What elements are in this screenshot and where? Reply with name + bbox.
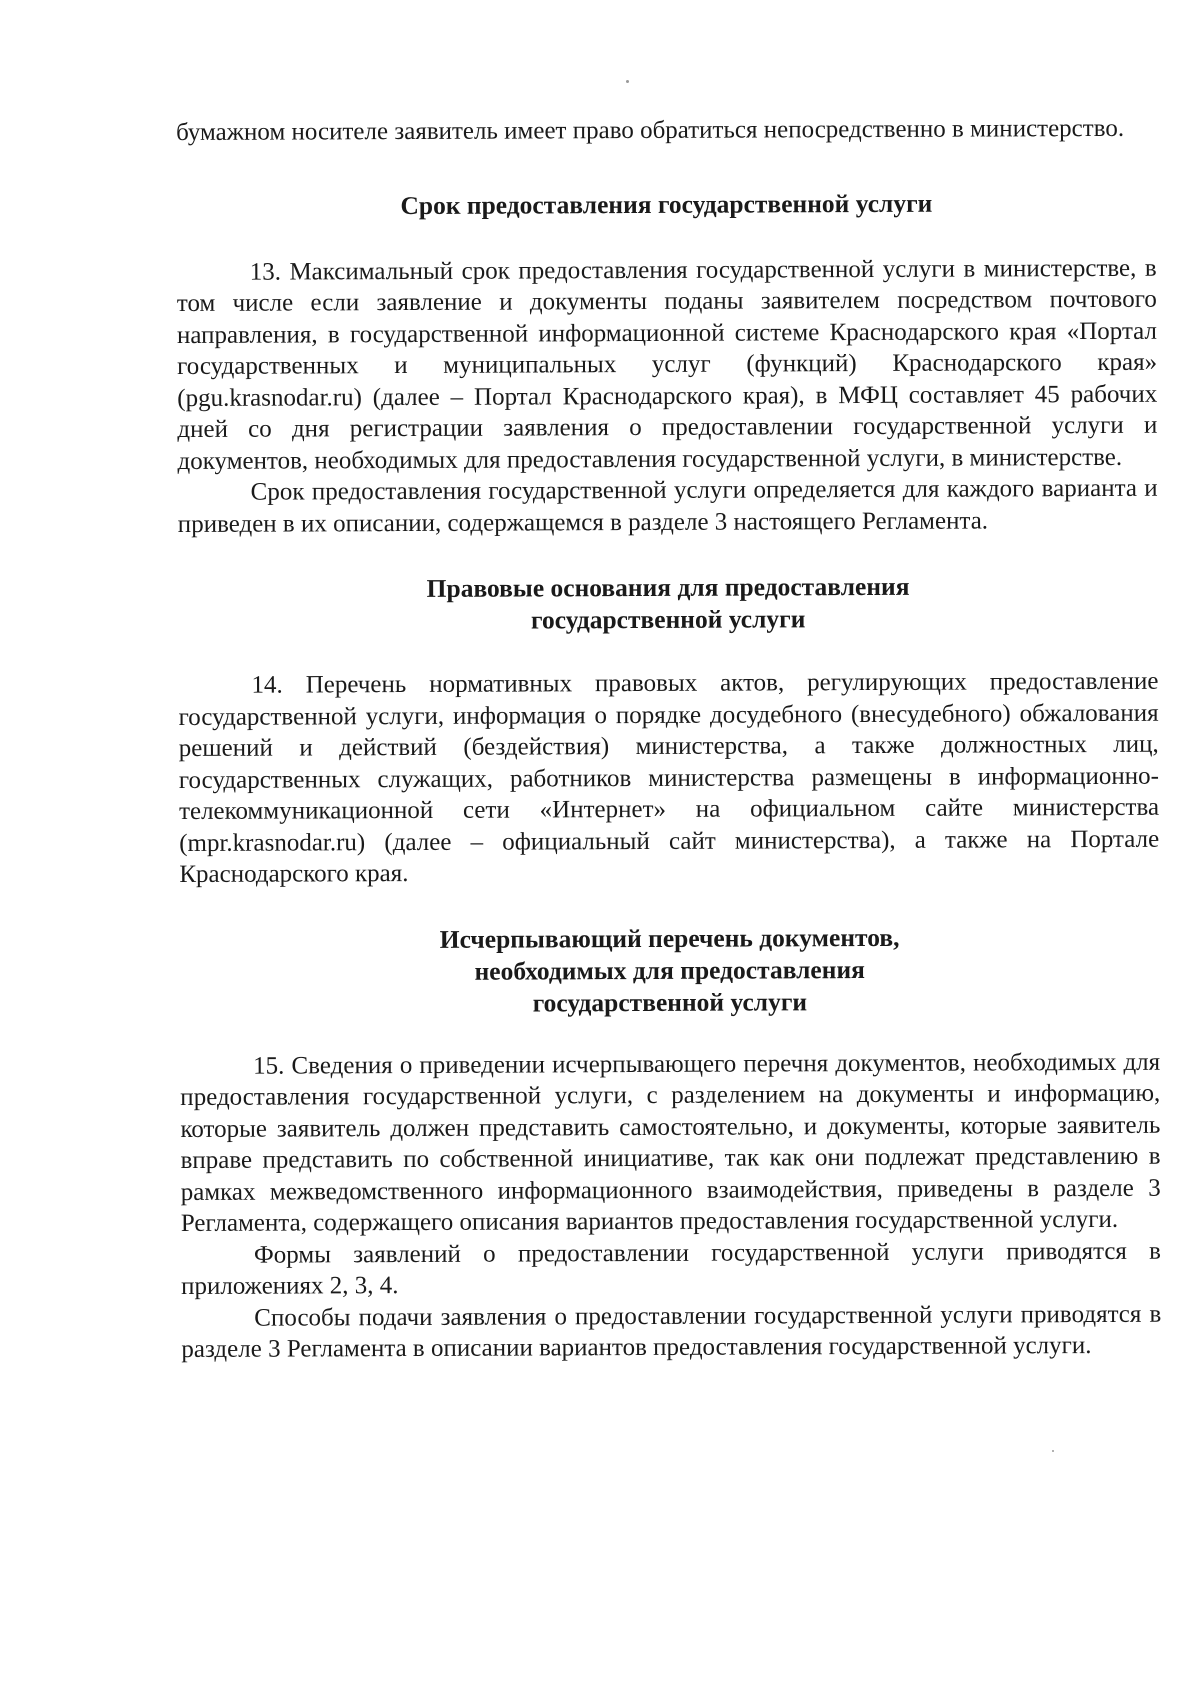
intro-paragraph: бумажном носителе заявитель имеет право обратиться непосредственно в министерство. bbox=[176, 114, 1125, 146]
section-heading bbox=[176, 186, 1156, 222]
section-service-term bbox=[176, 186, 1158, 540]
paragraph-14: 14. Перечень нормативных правовых актов, регулирующих предоставление государственной услуги, информация о порядке досудебного (внесудебного) обжалования решений и действий (бездействия) министерства, а также должностных лиц, государственных служащих, работников министерства размещены в информационно-телекоммуникационной сети «Интернет» на официальном сайте министерства (mpr.krasnodar.ru) (далее – официальный сайт министерства), а также на Портале Краснодарского края. bbox=[178, 667, 1160, 888]
paragraph-15-methods: Способы подачи заявления о предоставлении государственной услуги приводятся в разделе 3 Регламента в описании вариантов предоставления государственной услуги. bbox=[181, 1300, 1162, 1363]
heading-line: необходимых для предоставления bbox=[474, 954, 865, 986]
document-body bbox=[176, 113, 1161, 1366]
section-heading bbox=[178, 570, 1158, 638]
section-legal-basis bbox=[178, 570, 1159, 891]
section-documents-list bbox=[180, 920, 1162, 1365]
heading-line: Срок предоставления государственной услуги bbox=[400, 188, 933, 220]
scan-speck bbox=[1052, 1450, 1054, 1452]
heading-line: Правовые основания для предоставления bbox=[426, 571, 910, 603]
section-heading bbox=[180, 920, 1160, 1020]
paragraph-15: 15. Сведения о приведении исчерпывающего перечня документов, необходимых для предоставления государственной услуги, с разделением на документы и информацию, которые заявитель должен представить самостоятельно, и документы, которые заявитель вправе представить по собственной инициативе, так как они подлежат представлению в рамках межведомственного информационного взаимодействия, приведены в разделе 3 Регламента, содержащего описания вариантов предоставления государственной услуги. bbox=[180, 1048, 1161, 1237]
paragraph-15-forms: Формы заявлений о предоставлении государственной услуги приводятся в приложениях 2, 3, 4. bbox=[181, 1237, 1162, 1300]
heading-line: Исчерпывающий перечень документов, bbox=[439, 922, 900, 954]
paragraph-13: 13. Максимальный срок предоставления государственной услуги в министерстве, в том числе если заявление и документы поданы заявителем посредством почтового направления, в государственной информационной системе Краснодарского края «Портал государственных и муниципальных услуг (функций) Краснодарского края» (pgu.krasnodar.ru) (далее – Портал Краснодарского края), в МФЦ составляет 45 рабочих дней со дня регистрации заявления о предоставлении государственной услуги и документов, необходимых для предоставления государственной услуги, в министерстве. bbox=[176, 254, 1158, 475]
scan-speck bbox=[626, 80, 629, 83]
heading-line: государственной услуги bbox=[530, 604, 806, 635]
heading-line: государственной услуги bbox=[532, 986, 808, 1017]
paragraph-13-continued: Срок предоставления государственной услуги определяется для каждого варианта и приведен в их описании, содержащемся в разделе 3 настоящего Регламента. bbox=[177, 474, 1158, 538]
